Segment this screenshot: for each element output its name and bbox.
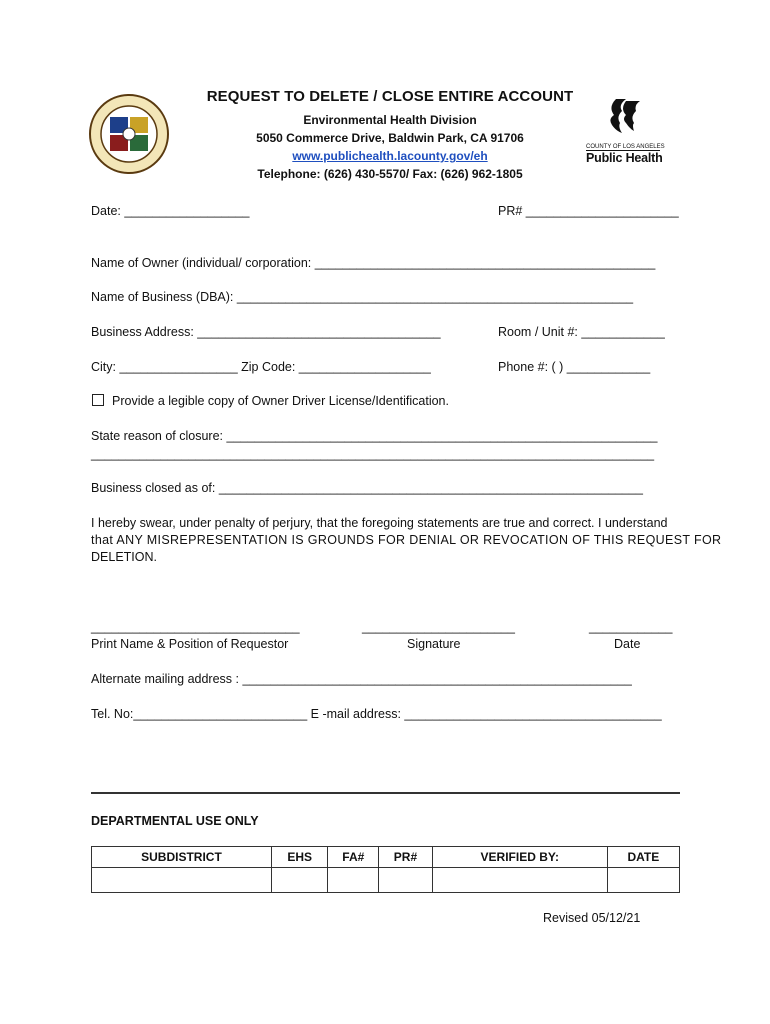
- pr-field[interactable]: PR# ______________________: [498, 204, 679, 218]
- phone-fax: Telephone: (626) 430-5570/ Fax: (626) 962-1805: [257, 167, 523, 181]
- owner-name-field[interactable]: Name of Owner (individual/ corporation: _________________________________________________: [91, 256, 656, 270]
- col-verified-by: VERIFIED BY:: [432, 847, 607, 868]
- col-fa: FA#: [328, 847, 379, 868]
- requestor-name-line[interactable]: ______________________________: [91, 620, 300, 634]
- closure-reason-field[interactable]: State reason of closure: ______________________________________________________________: [91, 429, 658, 443]
- room-unit-field[interactable]: Room / Unit #: ____________: [498, 325, 665, 339]
- signature-date-line[interactable]: ____________: [589, 620, 673, 634]
- closure-reason-line2[interactable]: _________________________________________________________________________________: [91, 447, 655, 461]
- division-name: Environmental Health Division: [303, 113, 477, 127]
- col-pr: PR#: [379, 847, 433, 868]
- office-address: 5050 Commerce Drive, Baldwin Park, CA 91706: [256, 131, 524, 145]
- col-date: DATE: [607, 847, 679, 868]
- cell-date[interactable]: [607, 868, 679, 893]
- business-name-field[interactable]: Name of Business (DBA): _________________________________________________________: [91, 290, 634, 304]
- cell-verified-by[interactable]: [432, 868, 607, 893]
- cell-fa[interactable]: [328, 868, 379, 893]
- declaration-line-3: DELETION.: [91, 550, 157, 564]
- declaration-line-1: I hereby swear, under penalty of perjury, that the foregoing statements are true and correct. I understand: [91, 516, 668, 530]
- tel-email-field[interactable]: Tel. No:_________________________ E -mail address: _____________________________________: [91, 707, 662, 721]
- phone-field[interactable]: Phone #: ( ) ____________: [498, 360, 651, 374]
- document-title: REQUEST TO DELETE / CLOSE ENTIRE ACCOUNT: [206, 88, 574, 105]
- departmental-table: [91, 846, 680, 893]
- business-address-field[interactable]: Business Address: ___________________________________: [91, 325, 441, 339]
- table-header-row: [92, 847, 680, 868]
- declaration-line-2: that ANY MISREPRESENTATION IS GROUNDS FOR DENIAL OR REVOCATION OF THIS REQUEST FOR: [91, 533, 722, 547]
- license-checkbox-label: Provide a legible copy of Owner Driver License/Identification.: [112, 394, 449, 408]
- signature-date-label: Date: [614, 637, 641, 651]
- cell-subdistrict[interactable]: [92, 868, 272, 893]
- public-health-logo: [586, 95, 666, 167]
- closed-as-of-field[interactable]: Business closed as of: _____________________________________________________________: [91, 481, 643, 495]
- requestor-name-label: Print Name & Position of Requestor: [91, 637, 289, 651]
- document-header: [150, 88, 630, 183]
- col-ehs: EHS: [271, 847, 328, 868]
- section-divider: [91, 792, 680, 794]
- date-field[interactable]: Date: __________________: [91, 204, 250, 218]
- alternate-address-field[interactable]: Alternate mailing address : ________________________________________________________: [91, 672, 632, 686]
- license-checkbox[interactable]: [92, 394, 104, 406]
- col-subdistrict: SUBDISTRICT: [92, 847, 272, 868]
- logo-county-text: COUNTY OF LOS ANGELES: [586, 144, 665, 150]
- city-zip-field[interactable]: City: _________________ Zip Code: ___________________: [91, 360, 431, 374]
- faces-icon: [586, 95, 666, 139]
- signature-label: Signature: [407, 637, 461, 651]
- logo-name: Public Health: [586, 151, 663, 165]
- cell-ehs[interactable]: [271, 868, 328, 893]
- cell-pr[interactable]: [379, 868, 433, 893]
- signature-line[interactable]: ______________________: [362, 620, 515, 634]
- revision-date: Revised 05/12/21: [543, 911, 641, 925]
- table-row: [92, 868, 680, 893]
- website-link[interactable]: www.publichealth.lacounty.gov/eh: [292, 149, 488, 163]
- departmental-heading: DEPARTMENTAL USE ONLY: [91, 814, 259, 828]
